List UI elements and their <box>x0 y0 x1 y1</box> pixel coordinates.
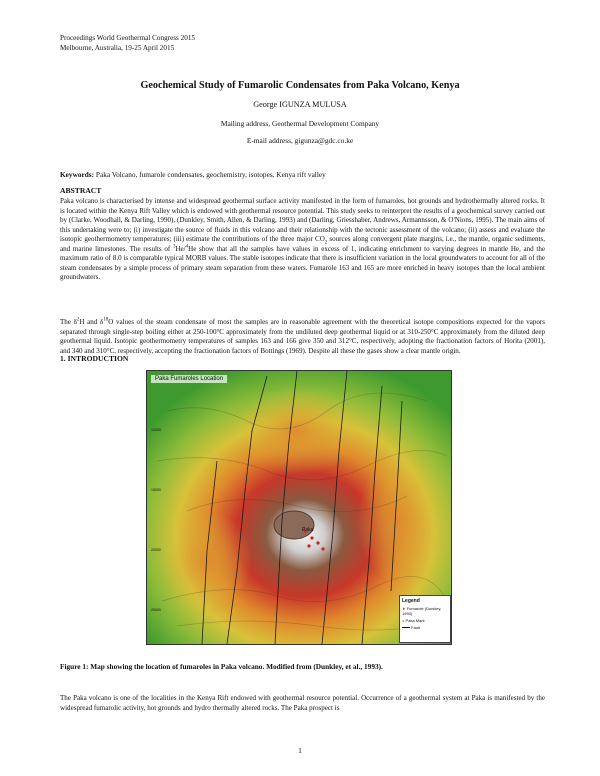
abstract-heading: ABSTRACT <box>60 186 102 195</box>
fumarole-marker-icon: ★ <box>402 606 406 611</box>
page-number: 1 <box>298 746 302 755</box>
paper-title: Geochemical Study of Fumarolic Condensates from Paka Volcano, Kenya <box>140 80 460 91</box>
svg-text:25000: 25000 <box>151 608 161 612</box>
author-name: George IGUNZA MULUSA <box>253 100 347 109</box>
svg-text:Paka: Paka <box>302 527 314 533</box>
legend-title: Legend <box>402 598 420 604</box>
introduction-heading: 1. INTRODUCTION <box>60 354 129 363</box>
legend-item-paka-mark: ● Paka Mark <box>402 618 425 623</box>
introduction-paragraph-1: The Paka volcano is one of the localities in the Kenya Rift endowed with geothermal resource potential. Occurrence of a geothermal system at Paka is manifested by the widespread fumarolic activity, hot grounds and hydro thermally altered rocks. The Paka prospect is <box>60 694 545 712</box>
figure-caption: Figure 1: Map showing the location of fumaroles in Paka volcano. Modified from (Dunkley, et al., 1993). <box>60 662 383 671</box>
abstract-paragraph-2: The $\delta^2H$ and $\delta^{18}O$ values of the steam condensate of most the samples are in reasonable agreement with the theoretical isotope compositions expected for the vapors separated through single-step boiling either at 250-100°C approximately from the undiluted deep geothermal liquid or at 310-250°C approximately from the diluted deep geothermal liquid. Isotopic geothermometry temperatures of samples 163 and 166 give 350 and 312°C, respectively, adopting the fractionation factors of Horita (2001), and 340 and 310°C, respectively, accepting the fractionation factors of Bottings (1969). Despite all these the gases show a clear mantle origin. <box>60 317 545 355</box>
fault-line-icon <box>402 627 410 628</box>
email-address: E-mail address, gigunza@gdc.co.ke <box>246 136 354 145</box>
abstract-paragraph-1: Paka volcano is characterised by intense and widespread geothermal surface activity manifested in the form of fumaroles, hot grounds and hydrothermally altered rocks. It is located within the Kenya Rift Valley which is endowed with geothermal resource potential. This study seeks to reinterpret the results of a geochemical survey carried out by (Clarke, Woodhall, & Darling, 1990), (Dunkley, Smith, Allen, & Darling, 1993) and (Darling, Griesshaber, Andrews, Armannsson, & O'Nions, 1995). The main aims of this undertaking were to; (i) investigate the source of fluids in this volcano and their relationship with the tectonic assessment of the volcano; (ii) assess and evaluate the isotopic geothermometry temperatures; (iii) estimate the contributions of the three major $CO_2$ sources along convergent plate margins, i.e., the mantle, organic sediments, and marine limestones. The results of $^3$He/$^4$He show that all the samples have values in excess of 1, indicating enrichment to varying degrees in mantle He, and the maximum ratio of 8.0 is comparable typical MORB values. The stable isotopes indicate that there is insufficient variation in the local groundwaters to account for all of the steam condensates by a simple process of primary steam separation from these waters. Fumarole 163 and 165 are more enriched in heavy isotopes than the local ambient groundwaters. <box>60 197 546 281</box>
proceedings-line-1: Proceedings World Geothermal Congress 2015 <box>60 34 196 42</box>
keywords-label: Keywords <box>60 170 92 179</box>
paka-mark-icon: ● <box>402 618 405 623</box>
proceedings-header <box>60 34 195 53</box>
keywords-text: Paka Volcano, fumarole condensates, geochemistry, isotopes, Kenya rift valley <box>95 170 326 179</box>
map-title: Paka Fumaroles Location <box>151 375 227 383</box>
keywords-line: Keywords: Paka Volcano, fumarole condensates, geochemistry, isotopes, Kenya rift valley <box>60 170 326 179</box>
svg-text:15000: 15000 <box>151 488 161 492</box>
svg-text:10000: 10000 <box>151 428 161 432</box>
map-legend <box>399 595 451 643</box>
paka-relief-map <box>146 370 452 645</box>
svg-text:20000: 20000 <box>151 548 161 552</box>
proceedings-line-2: Melbourne, Australia, 19-25 April 2015 <box>60 43 175 52</box>
affiliation: Mailing address, Geothermal Development Company <box>220 119 380 128</box>
legend-item-fumarole: ★ Fumarole (Dunkley, 1993) <box>402 606 442 616</box>
legend-item-fault: Fault <box>402 625 448 630</box>
